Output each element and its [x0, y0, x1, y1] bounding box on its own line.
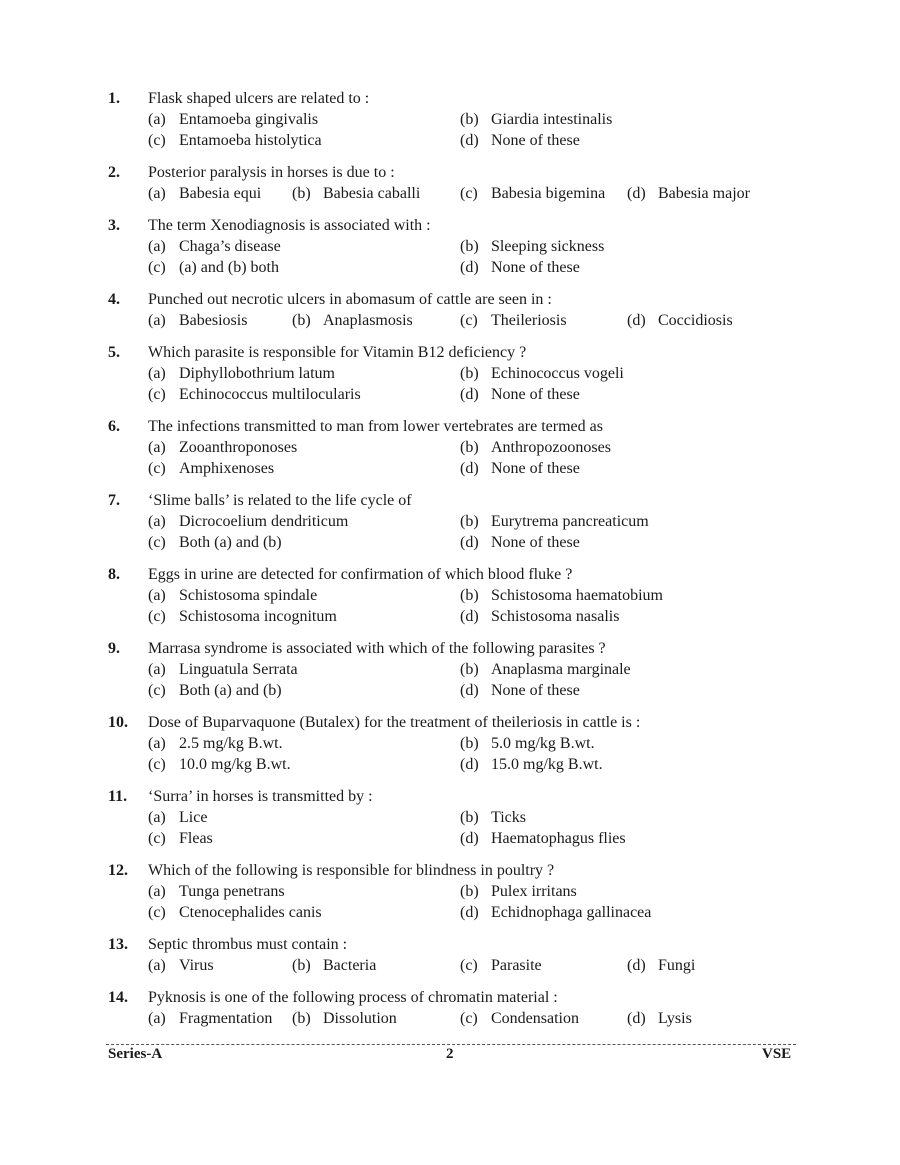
question-row [0, 934, 900, 955]
options-row [0, 511, 900, 532]
footer-code: VSE [762, 1046, 792, 1062]
options-row [0, 236, 900, 257]
option-label: (d) [460, 904, 479, 921]
answer-option [627, 183, 750, 204]
option-label: (c) [148, 830, 166, 847]
option-label: (a) [148, 185, 166, 202]
question-item [0, 289, 900, 331]
question-item [0, 88, 900, 151]
answer-option [148, 257, 279, 278]
option-label: (b) [460, 439, 479, 456]
question-item [0, 860, 900, 923]
question-item [0, 215, 900, 278]
answer-option [148, 236, 281, 257]
option-label: (c) [460, 312, 478, 329]
answer-option [460, 363, 624, 384]
question-text: Marrasa syndrome is associated with which of the following parasites ? [148, 640, 606, 657]
option-label: (c) [460, 185, 478, 202]
question-text: The term Xenodiagnosis is associated with : [148, 217, 431, 234]
option-text: Lice [179, 809, 208, 826]
question-text: Which parasite is responsible for Vitamin B12 deficiency ? [148, 344, 527, 361]
option-text: Ctenocephalides canis [179, 904, 322, 921]
option-label: (a) [148, 111, 166, 128]
answer-option [148, 437, 297, 458]
question-list [0, 88, 900, 1040]
option-text: Entamoeba histolytica [179, 132, 322, 149]
question-row [0, 162, 900, 183]
option-text: Anaplasmosis [323, 312, 413, 329]
answer-option [148, 109, 318, 130]
option-label: (c) [148, 682, 166, 699]
question-text: The infections transmitted to man from lower vertebrates are termed as [148, 418, 603, 435]
option-label: (a) [148, 735, 166, 752]
option-text: Babesia equi [179, 185, 262, 202]
question-row [0, 88, 900, 109]
answer-option [460, 606, 619, 627]
question-number: 11. [108, 788, 128, 805]
answer-option [460, 902, 651, 923]
option-label: (b) [460, 238, 479, 255]
question-item [0, 638, 900, 701]
option-text: Pulex irritans [491, 883, 577, 900]
options-row [0, 955, 900, 976]
options-row [0, 807, 900, 828]
answer-option [460, 183, 605, 204]
option-text: Echinococcus multilocularis [179, 386, 361, 403]
question-item [0, 987, 900, 1029]
option-text: Diphyllobothrium latum [179, 365, 335, 382]
options-row [0, 363, 900, 384]
question-number: 7. [108, 492, 120, 509]
options-row [0, 437, 900, 458]
answer-option [460, 130, 580, 151]
footer-page-number: 2 [446, 1046, 454, 1062]
options-row [0, 659, 900, 680]
answer-option [460, 585, 663, 606]
option-text: Schistosoma spindale [179, 587, 318, 604]
option-label: (d) [460, 756, 479, 773]
option-text: Fungi [658, 957, 696, 974]
options-row [0, 680, 900, 701]
answer-option [148, 511, 348, 532]
question-row [0, 786, 900, 807]
option-text: None of these [491, 460, 580, 477]
option-text: (a) and (b) both [179, 259, 279, 276]
option-text: Haematophagus flies [491, 830, 626, 847]
question-number: 8. [108, 566, 120, 583]
answer-option [460, 384, 580, 405]
option-label: (a) [148, 883, 166, 900]
option-label: (a) [148, 312, 166, 329]
answer-option [627, 955, 695, 976]
question-row [0, 564, 900, 585]
answer-option [460, 458, 580, 479]
answer-option [148, 585, 317, 606]
option-label: (d) [460, 534, 479, 551]
option-text: Fleas [179, 830, 213, 847]
answer-option [460, 236, 604, 257]
option-text: None of these [491, 386, 580, 403]
option-text: Schistosoma incognitum [179, 608, 337, 625]
answer-option [148, 532, 282, 553]
question-text: Posterior paralysis in horses is due to : [148, 164, 395, 181]
option-label: (a) [148, 661, 166, 678]
option-text: Anthropozoonoses [491, 439, 611, 456]
option-label: (c) [460, 957, 478, 974]
answer-option [460, 532, 580, 553]
question-item [0, 712, 900, 775]
option-label: (b) [292, 312, 311, 329]
option-label: (a) [148, 439, 166, 456]
answer-option [460, 828, 626, 849]
question-number: 6. [108, 418, 120, 435]
option-label: (d) [460, 132, 479, 149]
option-text: Babesia major [658, 185, 750, 202]
option-text: Eurytrema pancreaticum [491, 513, 649, 530]
answer-option [148, 754, 291, 775]
question-row [0, 416, 900, 437]
answer-option [460, 1008, 579, 1029]
option-text: None of these [491, 534, 580, 551]
answer-option [148, 680, 282, 701]
options-row [0, 310, 900, 331]
answer-option [148, 384, 361, 405]
question-item [0, 342, 900, 405]
answer-option [292, 183, 420, 204]
option-label: (c) [148, 259, 166, 276]
options-row [0, 384, 900, 405]
option-label: (d) [460, 386, 479, 403]
option-text: Babesia caballi [323, 185, 421, 202]
option-text: 5.0 mg/kg B.wt. [491, 735, 595, 752]
option-text: Echinococcus vogeli [491, 365, 624, 382]
answer-option [460, 511, 649, 532]
option-label: (c) [148, 132, 166, 149]
options-row [0, 881, 900, 902]
question-text: ‘Slime balls’ is related to the life cycle of [148, 492, 412, 509]
answer-option [460, 257, 580, 278]
question-item [0, 490, 900, 553]
option-label: (c) [148, 608, 166, 625]
option-label: (b) [292, 185, 311, 202]
answer-option [292, 1008, 397, 1029]
question-row [0, 638, 900, 659]
option-label: (b) [460, 735, 479, 752]
option-text: Schistosoma haematobium [491, 587, 663, 604]
footer-divider [106, 1044, 796, 1045]
options-row [0, 532, 900, 553]
answer-option [460, 109, 612, 130]
options-row [0, 458, 900, 479]
question-text: ‘Surra’ in horses is transmitted by : [148, 788, 373, 805]
option-label: (a) [148, 587, 166, 604]
option-text: None of these [491, 132, 580, 149]
question-number: 2. [108, 164, 120, 181]
question-text: Flask shaped ulcers are related to : [148, 90, 370, 107]
option-label: (b) [460, 365, 479, 382]
answer-option [460, 733, 595, 754]
option-label: (c) [148, 756, 166, 773]
question-item [0, 416, 900, 479]
option-text: Babesiosis [179, 312, 248, 329]
option-text: Tunga penetrans [179, 883, 285, 900]
answer-option [292, 310, 413, 331]
answer-option [627, 1008, 692, 1029]
option-text: Schistosoma nasalis [491, 608, 620, 625]
option-text: Babesia bigemina [491, 185, 606, 202]
option-label: (b) [292, 957, 311, 974]
option-text: Sleeping sickness [491, 238, 605, 255]
answer-option [292, 955, 376, 976]
options-row [0, 585, 900, 606]
answer-option [148, 458, 274, 479]
option-text: Chaga’s disease [179, 238, 281, 255]
option-text: Condensation [491, 1010, 579, 1027]
option-label: (c) [148, 460, 166, 477]
option-text: Theileriosis [491, 312, 567, 329]
option-text: Anaplasma marginale [491, 661, 631, 678]
answer-option [148, 955, 214, 976]
option-label: (a) [148, 1010, 166, 1027]
option-label: (d) [460, 460, 479, 477]
question-row [0, 860, 900, 881]
option-text: Both (a) and (b) [179, 534, 282, 551]
option-text: None of these [491, 259, 580, 276]
option-label: (d) [460, 682, 479, 699]
option-label: (b) [460, 111, 479, 128]
option-text: Entamoeba gingivalis [179, 111, 319, 128]
option-text: Fragmentation [179, 1010, 273, 1027]
option-text: Dissolution [323, 1010, 397, 1027]
option-text: Lysis [658, 1010, 692, 1027]
options-row [0, 902, 900, 923]
option-text: Zooanthroponoses [179, 439, 298, 456]
option-label: (a) [148, 365, 166, 382]
answer-option [148, 733, 283, 754]
option-label: (a) [148, 809, 166, 826]
question-text: Septic thrombus must contain : [148, 936, 348, 953]
option-text: Both (a) and (b) [179, 682, 282, 699]
option-label: (b) [460, 587, 479, 604]
option-text: 10.0 mg/kg B.wt. [179, 756, 291, 773]
option-label: (a) [148, 513, 166, 530]
question-number: 13. [108, 936, 128, 953]
answer-option [627, 310, 733, 331]
option-text: Bacteria [323, 957, 377, 974]
options-row [0, 1008, 900, 1029]
option-label: (b) [460, 883, 479, 900]
answer-option [460, 659, 631, 680]
option-label: (c) [148, 904, 166, 921]
option-text: Amphixenoses [179, 460, 275, 477]
answer-option [148, 363, 335, 384]
question-item [0, 934, 900, 976]
option-text: Parasite [491, 957, 542, 974]
question-number: 5. [108, 344, 120, 361]
question-number: 9. [108, 640, 120, 657]
answer-option [460, 680, 580, 701]
question-text: Eggs in urine are detected for confirmation of which blood fluke ? [148, 566, 573, 583]
option-label: (d) [460, 830, 479, 847]
answer-option [148, 310, 247, 331]
option-text: Echidnophaga gallinacea [491, 904, 652, 921]
question-number: 10. [108, 714, 128, 731]
question-item [0, 786, 900, 849]
question-number: 1. [108, 90, 120, 107]
options-row [0, 828, 900, 849]
options-row [0, 257, 900, 278]
option-label: (c) [148, 386, 166, 403]
answer-option [460, 881, 577, 902]
option-label: (d) [627, 1010, 646, 1027]
option-text: Virus [179, 957, 214, 974]
options-row [0, 606, 900, 627]
option-label: (c) [460, 1010, 478, 1027]
answer-option [148, 807, 207, 828]
options-row [0, 183, 900, 204]
answer-option [460, 310, 567, 331]
question-text: Punched out necrotic ulcers in abomasum of cattle are seen in : [148, 291, 552, 308]
question-row [0, 712, 900, 733]
option-label: (d) [627, 957, 646, 974]
question-number: 12. [108, 862, 128, 879]
option-text: 15.0 mg/kg B.wt. [491, 756, 603, 773]
question-row [0, 215, 900, 236]
answer-option [460, 807, 526, 828]
question-item [0, 564, 900, 627]
options-row [0, 733, 900, 754]
option-label: (c) [148, 534, 166, 551]
answer-option [460, 754, 603, 775]
option-label: (a) [148, 238, 166, 255]
option-text: Giardia intestinalis [491, 111, 613, 128]
answer-option [148, 881, 285, 902]
option-text: Coccidiosis [658, 312, 733, 329]
option-label: (d) [460, 608, 479, 625]
question-item [0, 162, 900, 204]
option-label: (a) [148, 957, 166, 974]
option-text: Linguatula Serrata [179, 661, 298, 678]
options-row [0, 754, 900, 775]
option-text: Dicrocoelium dendriticum [179, 513, 349, 530]
answer-option [460, 437, 611, 458]
option-label: (b) [460, 661, 479, 678]
answer-option [148, 606, 337, 627]
question-row [0, 289, 900, 310]
option-text: 2.5 mg/kg B.wt. [179, 735, 283, 752]
option-label: (b) [460, 513, 479, 530]
option-label: (d) [627, 312, 646, 329]
question-number: 3. [108, 217, 120, 234]
option-label: (b) [292, 1010, 311, 1027]
answer-option [460, 955, 542, 976]
option-label: (d) [460, 259, 479, 276]
question-row [0, 490, 900, 511]
question-row [0, 987, 900, 1008]
footer-series: Series-A [108, 1046, 163, 1062]
option-text: None of these [491, 682, 580, 699]
question-text: Pyknosis is one of the following process of chromatin material : [148, 989, 558, 1006]
question-number: 14. [108, 989, 128, 1006]
answer-option [148, 828, 213, 849]
question-row [0, 342, 900, 363]
answer-option [148, 183, 261, 204]
options-row [0, 109, 900, 130]
question-text: Which of the following is responsible for blindness in poultry ? [148, 862, 555, 879]
answer-option [148, 130, 322, 151]
option-label: (d) [627, 185, 646, 202]
options-row [0, 130, 900, 151]
answer-option [148, 659, 298, 680]
answer-option [148, 1008, 272, 1029]
question-text: Dose of Buparvaquone (Butalex) for the treatment of theileriosis in cattle is : [148, 714, 641, 731]
question-number: 4. [108, 291, 120, 308]
answer-option [148, 902, 322, 923]
option-text: Ticks [491, 809, 526, 826]
option-label: (b) [460, 809, 479, 826]
